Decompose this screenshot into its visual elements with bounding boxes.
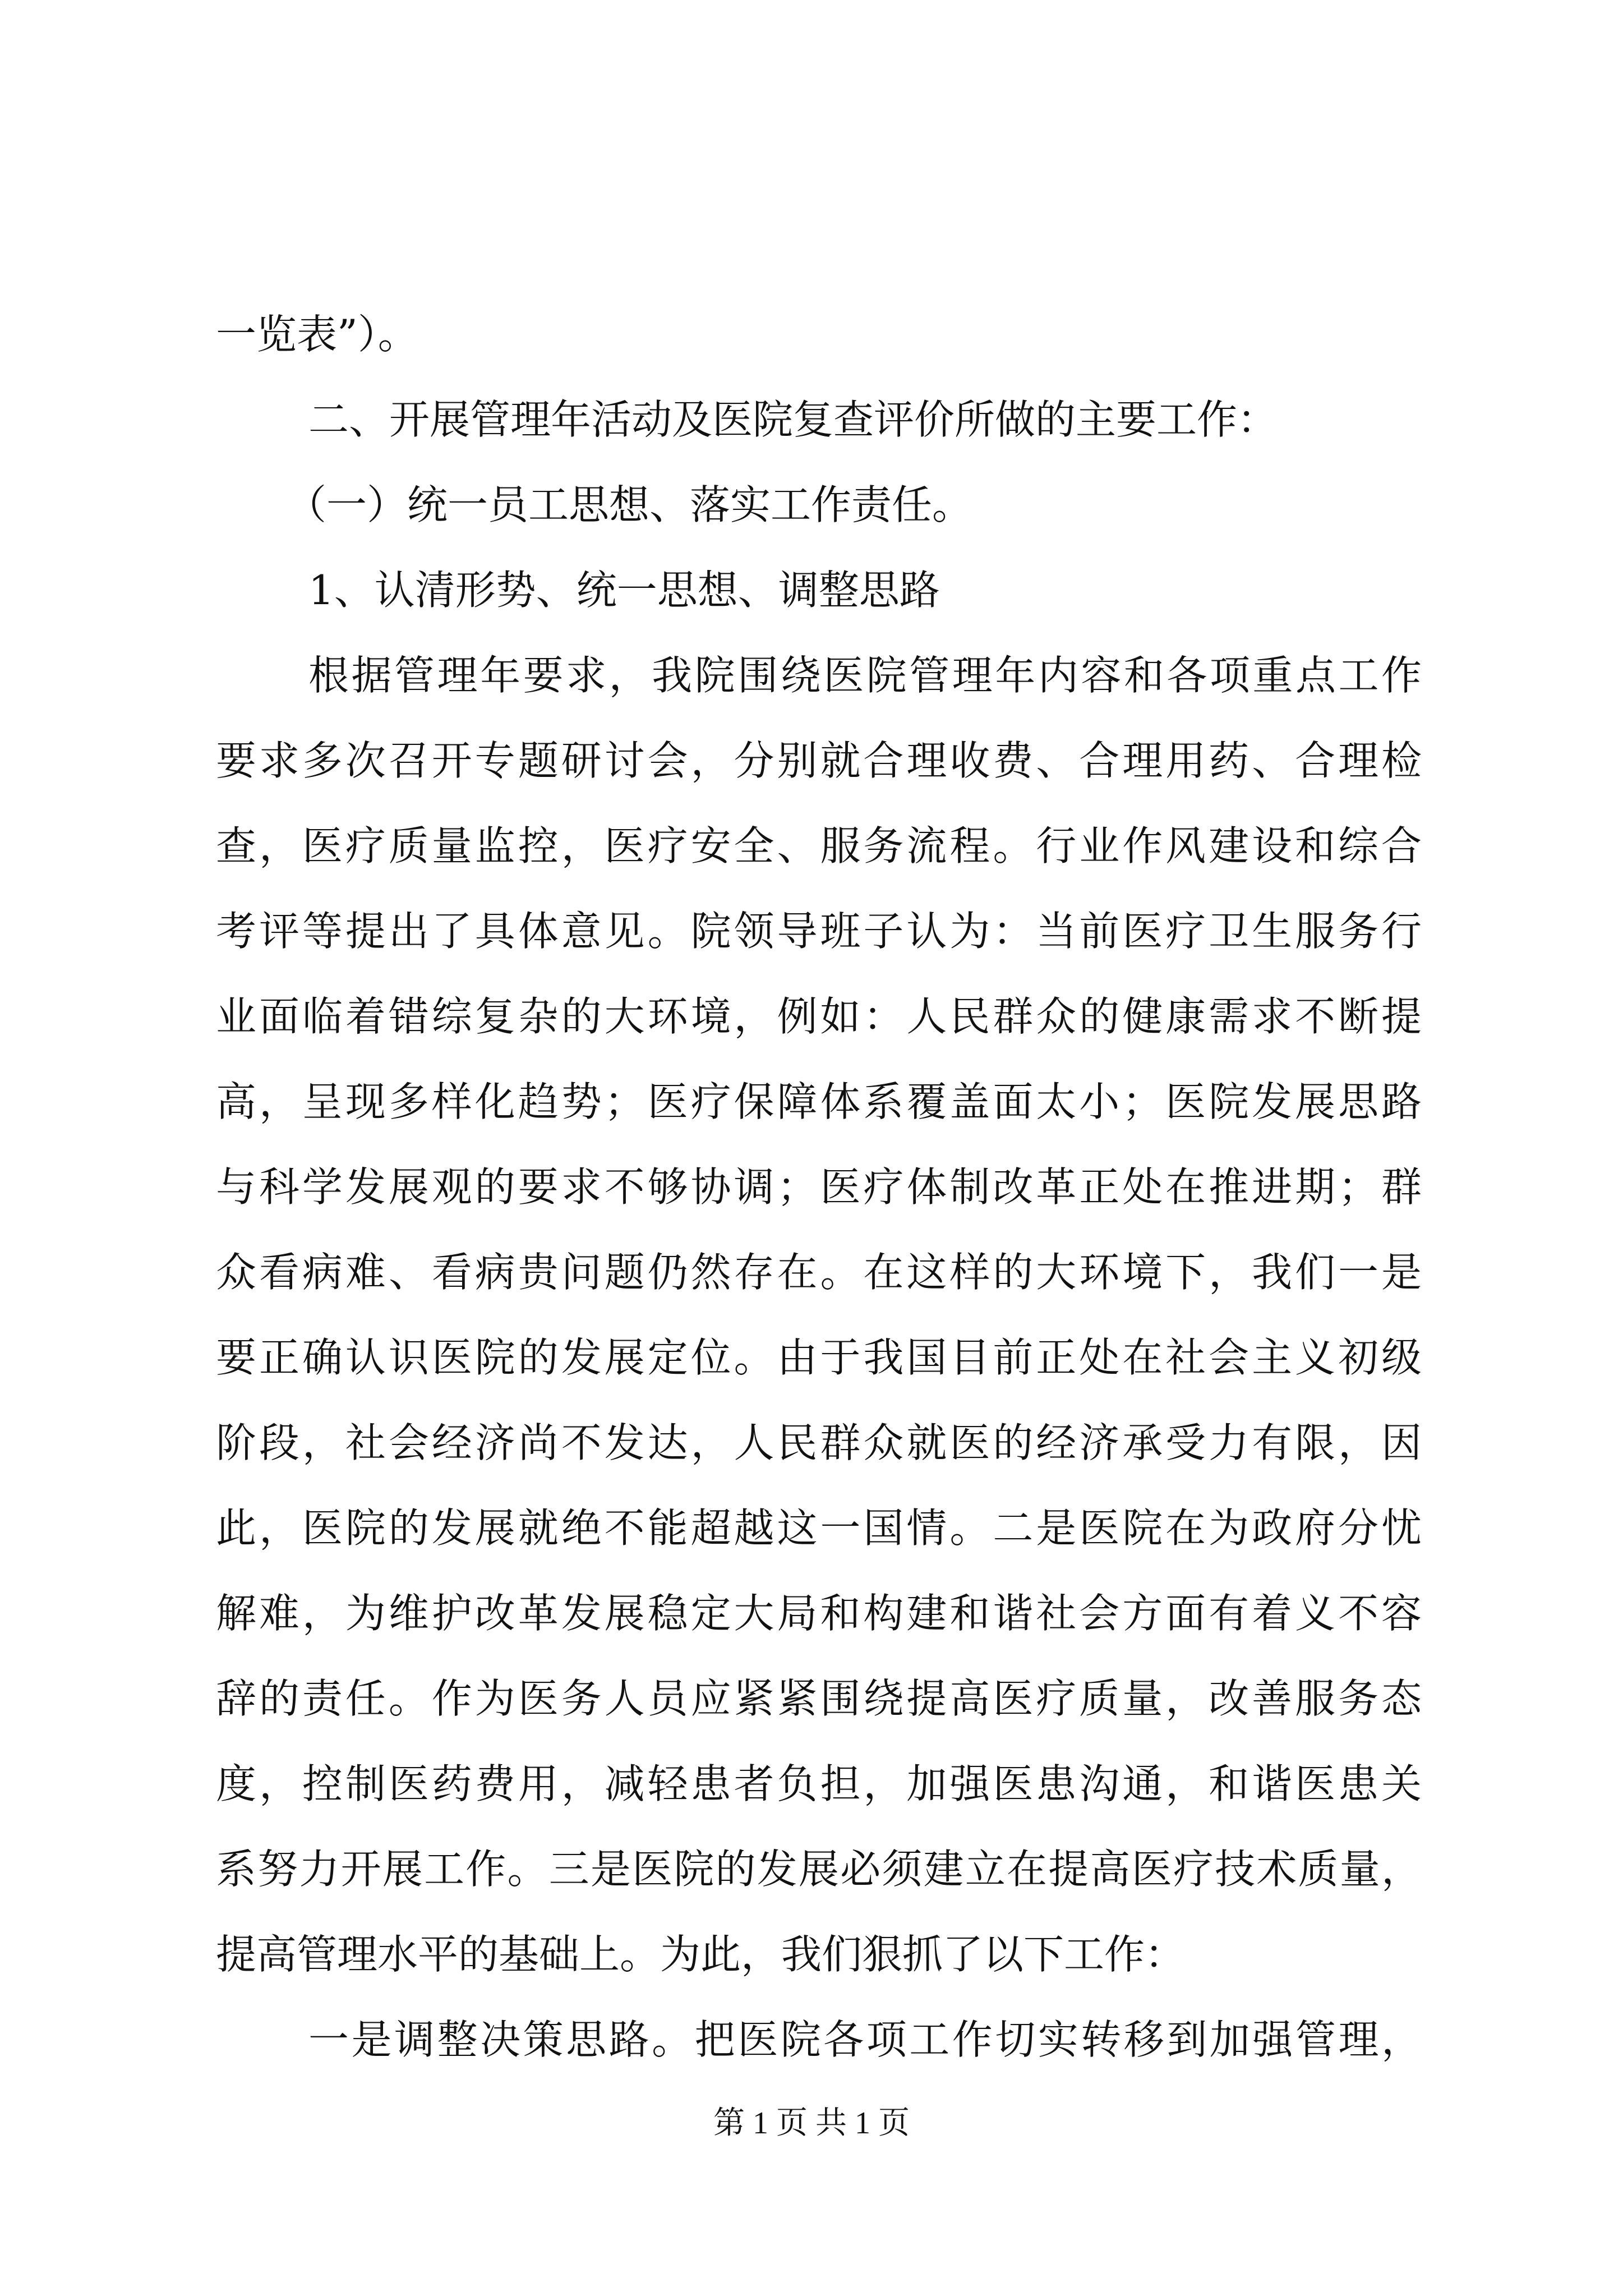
paragraph-line: 业面临着错综复杂的大环境，例如：人民群众的健康需求不断提 [216, 993, 1422, 1040]
paragraph-line: 与科学发展观的要求不够协调；医疗体制改革正处在推进期；群 [216, 1163, 1422, 1211]
item-heading: 1、认清形势、统一思想、调整思路 [308, 567, 940, 614]
paragraph-line: 辞的责任。作为医务人员应紧紧围绕提高医疗质量，改善服务态 [216, 1675, 1422, 1722]
paragraph-line: 度，控制医药费用，减轻患者负担，加强医患沟通，和谐医患关 [216, 1760, 1422, 1807]
paragraph-line: 要求多次召开专题研讨会，分别就合理收费、合理用药、合理检 [216, 737, 1422, 784]
section-heading: 二、开展管理年活动及医院复查评价所做的主要工作： [308, 396, 1278, 443]
paragraph-line: 众看病难、看病贵问题仍然存在。在这样的大环境下，我们一是 [216, 1249, 1422, 1296]
paragraph-line: 阶段，社会经济尚不发达，人民群众就医的经济承受力有限，因 [216, 1419, 1422, 1466]
paragraph-line: 系努力开展工作。三是医院的发展必须建立在提高医疗技术质量， [216, 1846, 1422, 1893]
body-text [216, 292, 1422, 2082]
paragraph-line: 要正确认识医院的发展定位。由于我国目前正处在社会主义初级 [216, 1334, 1422, 1381]
paragraph-line: 此，医院的发展就绝不能超越这一国情。二是医院在为政府分忧 [216, 1504, 1422, 1552]
paragraph-line: 提高管理水平的基础上。为此，我们狠抓了以下工作： [216, 1931, 1186, 1978]
paragraph-line: 高，呈现多样化趋势；医疗保障体系覆盖面太小；医院发展思路 [216, 1078, 1422, 1125]
paragraph-line: 根据管理年要求，我院围绕医院管理年内容和各项重点工作 [308, 652, 1422, 699]
paragraph-line: 查，医疗质量监控，医疗安全、服务流程。行业作风建设和综合 [216, 822, 1422, 869]
subsection-heading: （一）统一员工思想、落实工作责任。 [286, 481, 973, 528]
paragraph-line: 考评等提出了具体意见。院领导班子认为：当前医疗卫生服务行 [216, 908, 1422, 955]
paragraph-line: 一是调整决策思路。把医院各项工作切实转移到加强管理， [308, 2016, 1422, 2063]
paragraph-line: 解难，为维护改革发展稳定大局和构建和谐社会方面有着义不容 [216, 1590, 1422, 1637]
page-footer: 第 1 页 共 1 页 [713, 2106, 910, 2141]
text-line: 一览表”）。 [216, 311, 418, 358]
